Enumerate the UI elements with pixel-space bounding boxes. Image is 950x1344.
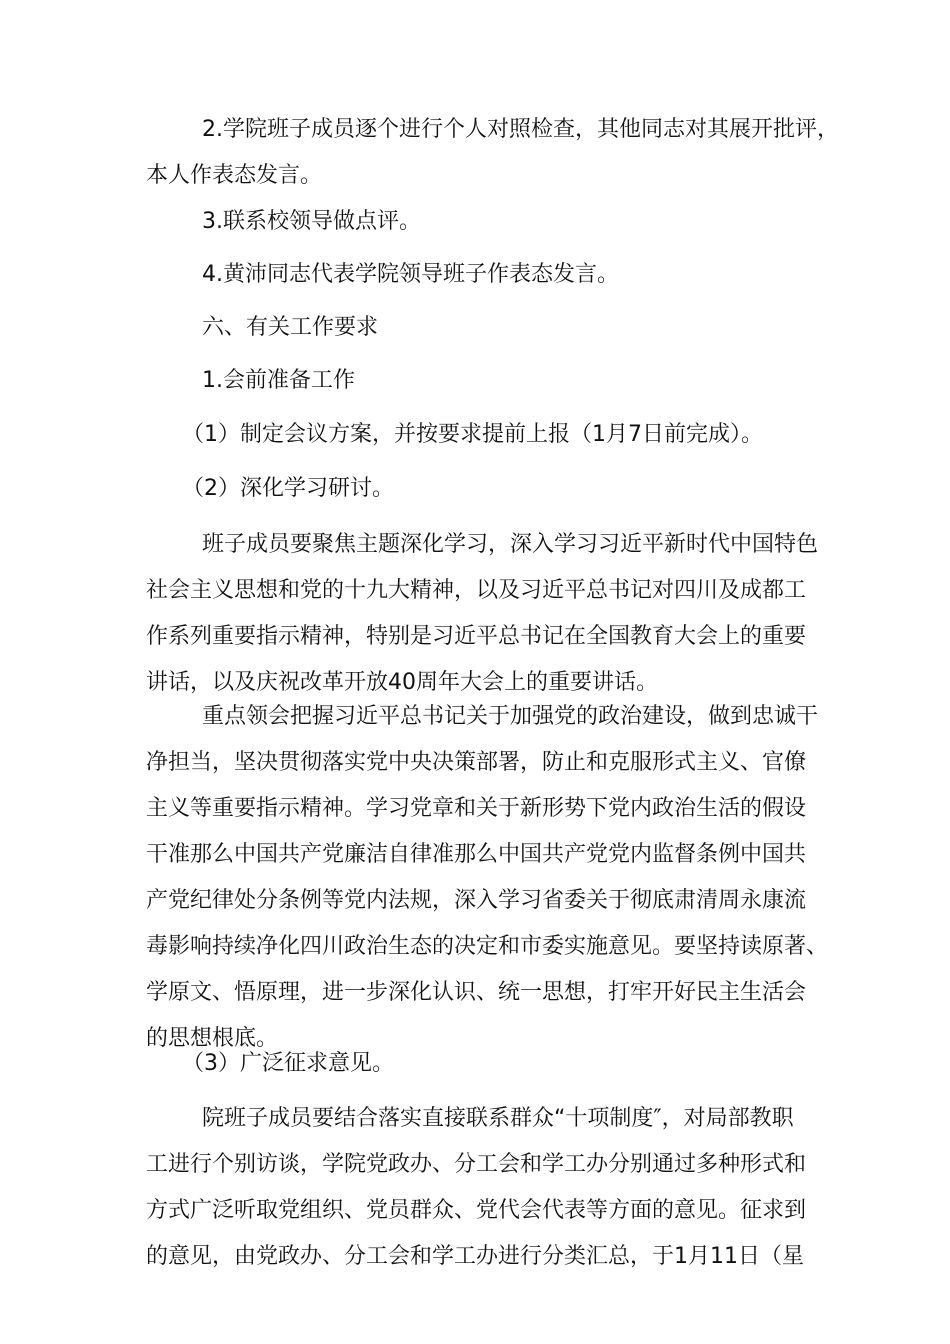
paragraph-sub-item-3 [146,1041,818,1087]
text-line: 社会主义思想和党的十九大精神，以及习近平总书记对四川及成都工 [146,578,807,603]
text-line: 干准那么中国共产党廉洁自律准那么中国共产党党内监督条例中国共 [146,842,807,867]
text-line: 本人作表态发言。 [146,163,323,188]
text-line: 净担当，坚决贯彻落实党中央决策部署，防止和克服形式主义、官僚 [146,750,807,775]
text-line: 4.黄沛同志代表学院领导班子作表态发言。 [202,262,619,287]
subsection-heading [146,358,818,404]
text-line: 重点领会把握习近平总书记关于加强党的政治建设，做到忠诚干 [202,704,819,729]
paragraph-item-4 [146,252,818,298]
text-line: 方式广泛听取党组织、党员群众、党代会代表等方面的意见。征求到 [146,1198,807,1223]
text-line: （2）深化学习研讨。 [182,476,394,501]
paragraph-sub-item-2 [146,466,818,512]
text-line: 班子成员要聚焦主题深化学习，深入学习习近平新时代中国特色 [202,532,819,557]
text-line: 产党纪律处分条例等党内法规，深入学习省委关于彻底肃清周永康流 [146,888,807,913]
text-line: 主义等重要指示精神。学习党章和关于新形势下党内政治生活的假设 [146,796,807,821]
paragraph-item-3 [146,199,818,245]
paragraph-sub-item-1 [146,412,818,458]
text-line: 的思想根底。 [146,1026,279,1051]
text-line: 毒影响持续净化四川政治生态的决定和市委实施意见。要坚持读原著、 [146,934,829,959]
text-line: 2.学院班子成员逐个进行个人对照检查，其他同志对其展开批评， [202,117,839,142]
text-line: 院班子成员要结合落实直接联系群众“十项制度″，对局部教职 [202,1106,794,1131]
text-line: （3）广泛征求意见。 [182,1051,394,1076]
paragraph-study-focus [146,522,818,706]
section-heading [146,305,818,351]
text-line: 学原文、悟原理，进一步深化认识、统一思想，打牢开好民主生活会 [146,980,807,1005]
text-line: 六、有关工作要求 [202,315,379,340]
text-line: 工进行个别访谈，学院党政办、分工会和学工办分别通过多种形式和 [146,1152,807,1177]
text-line: 3.联系校领导做点评。 [202,209,421,234]
text-line: （1）制定会议方案，并按要求提前上报（1月7日前完成）。 [182,422,763,447]
text-line: 1.会前准备工作 [202,368,355,393]
text-line: 作系列重要指示精神，特别是习近平总书记在全国教育大会上的重要 [146,624,807,649]
text-line: 讲话，以及庆祝改革开放40周年大会上的重要讲话。 [146,670,658,695]
paragraph-opinions [146,1096,818,1280]
paragraph-key-points [146,694,829,1062]
text-line: 的意见，由党政办、分工会和学工办进行分类汇总，于1月11日（星 [146,1244,804,1269]
paragraph-item-2 [146,107,839,199]
